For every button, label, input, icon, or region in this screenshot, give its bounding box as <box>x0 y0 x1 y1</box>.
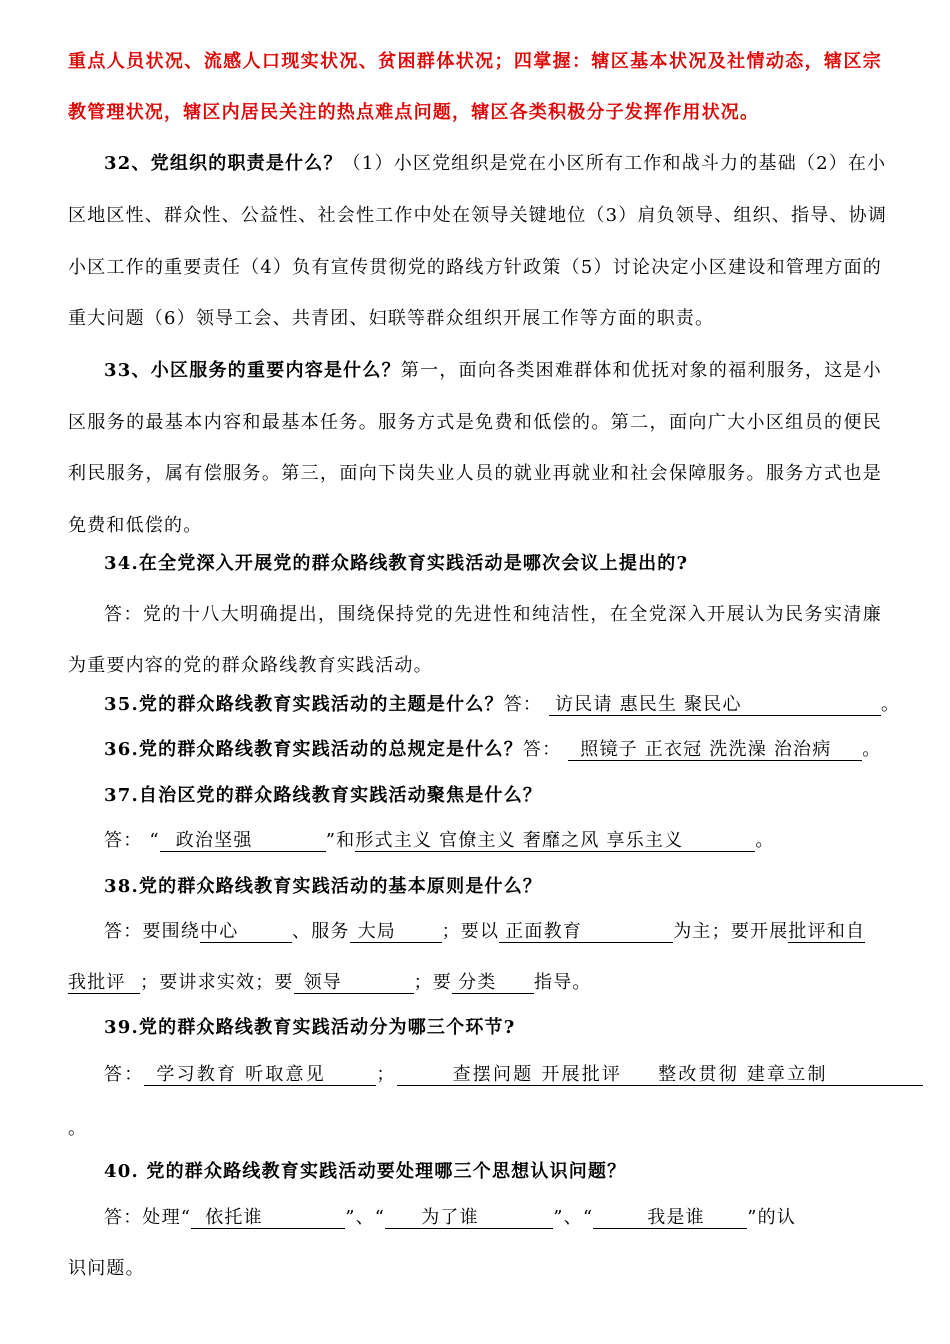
q39-end: 。 <box>68 1118 88 1139</box>
q40-answer-line-1 <box>68 1206 882 1230</box>
q38-answer-line-2 <box>68 971 882 995</box>
q38-answer-line-1 <box>68 920 882 944</box>
q37-answer-2: 形式主义 官僚主义 奢靡之风 享乐主义 <box>355 831 755 852</box>
q34-answer-1: 答：党的十八大明确提出，围绕保持党的先进性和纯洁性，在全党深入开展认为民务实清廉 <box>104 604 882 625</box>
q38-text-3: ；要以 <box>441 921 500 942</box>
q36-answer-prefix: 答： <box>522 739 562 760</box>
q38-answer-5: 领导 <box>294 973 414 994</box>
q39-answer-2: 查摆问题 开展批评 <box>452 1064 623 1085</box>
q38-answer-4b: 我批评 <box>68 973 140 994</box>
q38-text-5: ；要讲求实效；要 <box>140 972 294 993</box>
q34-question: 34.在全党深入开展党的群众路线教育实践活动是哪次会议上提出的? <box>104 553 689 574</box>
q40-answer-1: 依托谁 <box>191 1208 345 1229</box>
q39-answer-line <box>68 1063 882 1087</box>
q37-end: 。 <box>755 830 775 851</box>
q38-text-2: 、服务 <box>292 921 350 942</box>
q37-answer-mid: ”和 <box>325 830 356 851</box>
q40-answer-3: 我是谁 <box>593 1208 747 1229</box>
q40-text-2: ”、“ <box>345 1207 386 1228</box>
q35-line <box>68 693 901 717</box>
q32-question: 32、党组织的职责是什么？ <box>104 153 343 174</box>
q38-answer-2: 大局 <box>350 922 442 943</box>
q39-question: 39.党的群众路线教育实践活动分为哪三个环节? <box>104 1017 516 1038</box>
q40-question: 40. 党的群众路线教育实践活动要处理哪三个思想认识问题？ <box>104 1161 627 1182</box>
q40-text-3: ”、“ <box>553 1207 594 1228</box>
q35-question: 35.党的群众路线教育实践活动的主题是什么？ <box>104 694 504 715</box>
q32-line-4: 重大问题（6）领导工会、共青团、妇联等群众组织开展工作等方面的职责。 <box>68 308 715 329</box>
q32-text-1: （1）小区党组织是党在小区所有工作和战斗力的基础（2）在小 <box>342 153 887 174</box>
q39-answer-1: 学习教育 听取意见 <box>144 1065 376 1086</box>
q35-end: 。 <box>881 694 901 715</box>
q33-text-1: 第一，面向各类困难群体和优抚对象的福利服务，这是小 <box>400 360 882 381</box>
q33-line-4: 免费和低偿的。 <box>68 515 203 536</box>
q33-line-2: 区服务的最基本内容和最基本任务。服务方式是免费和低偿的。第二，面向广大小区组员的便民 <box>68 412 882 433</box>
q39-sep: ； <box>376 1064 397 1085</box>
q40-text-1: 答：处理“ <box>104 1207 192 1228</box>
q37-answer-line <box>68 829 882 853</box>
q36-line <box>68 738 882 762</box>
q37-answer-prefix: 答： “ <box>104 830 160 851</box>
intro-line-1: 重点人员状况、流感人口现实状况、贫困群体状况；四掌握：辖区基本状况及社情动态，辖区宗 <box>68 51 882 72</box>
q37-answer-1: 政治坚强 <box>160 831 326 852</box>
q38-text-4: 为主；要开展 <box>673 921 789 942</box>
q35-answer: 访民请 惠民生 聚民心 <box>549 695 881 716</box>
q40-answer-line-2: 识问题。 <box>68 1258 145 1279</box>
q33-question: 33、小区服务的重要内容是什么？ <box>104 360 401 381</box>
q38-answer-3: 正面教育 <box>499 922 673 943</box>
q39-prefix: 答： <box>104 1064 145 1085</box>
q36-answer: 照镜子 正衣冠 洗洗澡 治治病 <box>568 740 862 761</box>
q34-answer-2: 为重要内容的党的群众路线教育实践活动。 <box>68 655 433 676</box>
q33-line-1 <box>68 359 882 383</box>
q40-text-4: ”的认 <box>747 1207 797 1228</box>
q38-text-6: ；要 <box>413 972 453 993</box>
q35-answer-prefix: 答： <box>503 694 543 715</box>
intro-line-2: 教管理状况，辖区内居民关注的热点难点问题，辖区各类积极分子发挥作用状况。 <box>68 102 760 123</box>
q40-answer-2: 为了谁 <box>385 1208 553 1229</box>
q33-line-3: 利民服务，属有偿服务。第三，面向下岗失业人员的就业再就业和社会保障服务。服务方式也是 <box>68 463 882 484</box>
q32-line-2: 区地区性、群众性、公益性、社会性工作中处在领导关键地位（3）肩负领导、组织、指导、协调 <box>68 205 888 226</box>
q36-question: 36.党的群众路线教育实践活动的总规定是什么？ <box>104 739 523 760</box>
q37-question: 37.自治区党的群众路线教育实践活动聚焦是什么？ <box>104 785 543 806</box>
q38-answer-1: 中心 <box>200 922 292 943</box>
q38-question: 38.党的群众路线教育实践活动的基本原则是什么？ <box>104 876 543 897</box>
q38-answer-6: 分类 <box>452 973 534 994</box>
q39-answer-3: 整改贯彻 建章立制 <box>658 1064 828 1085</box>
q38-answer-4a: 批评和自 <box>788 921 866 942</box>
q36-end: 。 <box>862 739 882 760</box>
q38-text-1: 答：要围绕 <box>104 921 200 942</box>
q38-text-7: 指导。 <box>534 972 592 993</box>
q32-line-1 <box>68 152 887 176</box>
q39-answer-2-3 <box>397 1065 923 1086</box>
q32-line-3: 小区工作的重要责任（4）负有宣传贯彻党的路线方针政策（5）讨论决定小区建设和管理方面的 <box>68 257 882 278</box>
